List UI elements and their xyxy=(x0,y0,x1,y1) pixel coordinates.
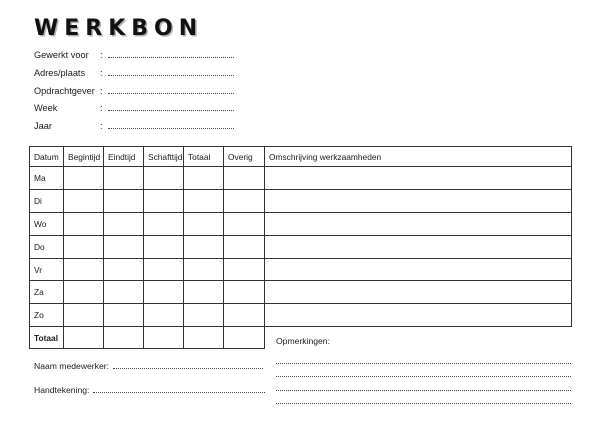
day-label: Ma xyxy=(30,167,64,190)
overig-cell[interactable] xyxy=(224,189,265,212)
header-overig: Overig xyxy=(224,147,265,167)
adres-plaats-field[interactable] xyxy=(108,68,234,76)
employee-name-field[interactable] xyxy=(113,361,263,369)
day-label: Za xyxy=(30,281,64,304)
overig-cell[interactable] xyxy=(224,235,265,258)
info-label: Adres/plaats xyxy=(34,67,86,78)
begintijd-cell[interactable] xyxy=(64,304,104,327)
opdrachtgever-field[interactable] xyxy=(108,86,234,94)
total-begintijd-cell[interactable] xyxy=(64,327,104,349)
info-label: Opdrachtgever xyxy=(34,85,95,96)
schafttijd-cell[interactable] xyxy=(144,189,184,212)
begintijd-cell[interactable] xyxy=(64,281,104,304)
eindtijd-cell[interactable] xyxy=(104,235,144,258)
employee-name-row xyxy=(34,361,263,371)
schafttijd-cell[interactable] xyxy=(144,304,184,327)
eindtijd-cell[interactable] xyxy=(104,167,144,190)
eindtijd-cell[interactable] xyxy=(104,304,144,327)
overig-cell[interactable] xyxy=(224,167,265,190)
table-row xyxy=(30,235,572,258)
table-row xyxy=(30,258,572,281)
schafttijd-cell[interactable] xyxy=(144,281,184,304)
schafttijd-cell[interactable] xyxy=(144,258,184,281)
totaal-cell[interactable] xyxy=(184,304,224,327)
remarks-line[interactable] xyxy=(276,391,571,405)
header-schafttijd: Schafttijd xyxy=(144,147,184,167)
info-label: Gewerkt voor xyxy=(34,50,89,60)
header-eindtijd: Eindtijd xyxy=(104,147,144,167)
table-row xyxy=(30,167,572,190)
signature-row xyxy=(34,385,265,395)
omschrijving-cell[interactable] xyxy=(265,258,572,281)
totaal-cell[interactable] xyxy=(184,258,224,281)
total-schafttijd-cell[interactable] xyxy=(144,327,184,349)
totaal-cell[interactable] xyxy=(184,189,224,212)
omschrijving-cell[interactable] xyxy=(265,189,572,212)
info-label: Jaar xyxy=(34,121,52,132)
signature-field[interactable] xyxy=(93,385,265,393)
info-row-week xyxy=(34,103,234,121)
overig-cell[interactable] xyxy=(224,212,265,235)
remarks-line[interactable] xyxy=(276,377,571,391)
begintijd-cell[interactable] xyxy=(64,167,104,190)
eindtijd-cell[interactable] xyxy=(104,212,144,235)
remarks-section xyxy=(276,336,571,404)
overig-cell[interactable] xyxy=(224,258,265,281)
schafttijd-cell[interactable] xyxy=(144,167,184,190)
omschrijving-cell[interactable] xyxy=(265,281,572,304)
page-title: WERKBON xyxy=(34,16,204,41)
totaal-cell[interactable] xyxy=(184,235,224,258)
timesheet-table xyxy=(29,146,572,349)
week-field[interactable] xyxy=(108,103,234,111)
total-label: Totaal xyxy=(30,327,64,349)
day-label: Di xyxy=(30,189,64,212)
eindtijd-cell[interactable] xyxy=(104,258,144,281)
info-colon: : xyxy=(100,85,103,96)
header-omschrijving: Omschrijving werkzaamheden xyxy=(265,147,572,167)
remarks-line[interactable] xyxy=(276,350,571,364)
eindtijd-cell[interactable] xyxy=(104,189,144,212)
total-totaal-cell[interactable] xyxy=(184,327,224,349)
header-totaal: Totaal xyxy=(184,147,224,167)
remarks-line[interactable] xyxy=(276,364,571,378)
info-row-gewerkt-voor xyxy=(34,50,234,68)
table-row xyxy=(30,189,572,212)
begintijd-cell[interactable] xyxy=(64,189,104,212)
info-colon: : xyxy=(100,121,103,132)
info-row-adres-plaats xyxy=(34,68,234,86)
employee-name-label: Naam medewerker: xyxy=(34,361,109,371)
jaar-field[interactable] xyxy=(108,121,234,129)
begintijd-cell[interactable] xyxy=(64,258,104,281)
info-label: Week xyxy=(34,103,58,114)
totaal-cell[interactable] xyxy=(184,281,224,304)
omschrijving-cell[interactable] xyxy=(265,235,572,258)
day-label: Zo xyxy=(30,304,64,327)
table-row xyxy=(30,281,572,304)
total-eindtijd-cell[interactable] xyxy=(104,327,144,349)
eindtijd-cell[interactable] xyxy=(104,281,144,304)
info-colon: : xyxy=(100,67,103,78)
header-begintijd: Begintijd xyxy=(64,147,104,167)
day-label: Vr xyxy=(30,258,64,281)
info-row-opdrachtgever xyxy=(34,86,234,104)
schafttijd-cell[interactable] xyxy=(144,235,184,258)
totaal-cell[interactable] xyxy=(184,167,224,190)
overig-cell[interactable] xyxy=(224,281,265,304)
info-row-jaar xyxy=(34,121,234,139)
table-row xyxy=(30,212,572,235)
table-header-row xyxy=(30,147,572,167)
remarks-label: Opmerkingen: xyxy=(276,336,330,346)
info-colon: : xyxy=(100,103,103,114)
overig-cell[interactable] xyxy=(224,304,265,327)
table-row xyxy=(30,304,572,327)
total-overig-cell[interactable] xyxy=(224,327,265,349)
totaal-cell[interactable] xyxy=(184,212,224,235)
omschrijving-cell[interactable] xyxy=(265,304,572,327)
omschrijving-cell[interactable] xyxy=(265,167,572,190)
day-label: Wo xyxy=(30,212,64,235)
info-section xyxy=(34,50,234,139)
header-datum: Datum xyxy=(30,147,64,167)
omschrijving-cell[interactable] xyxy=(265,212,572,235)
begintijd-cell[interactable] xyxy=(64,212,104,235)
begintijd-cell[interactable] xyxy=(64,235,104,258)
info-colon: : xyxy=(100,50,103,60)
schafttijd-cell[interactable] xyxy=(144,212,184,235)
signature-label: Handtekening: xyxy=(34,385,90,395)
day-label: Do xyxy=(30,235,64,258)
gewerkt-voor-field[interactable] xyxy=(108,50,234,58)
